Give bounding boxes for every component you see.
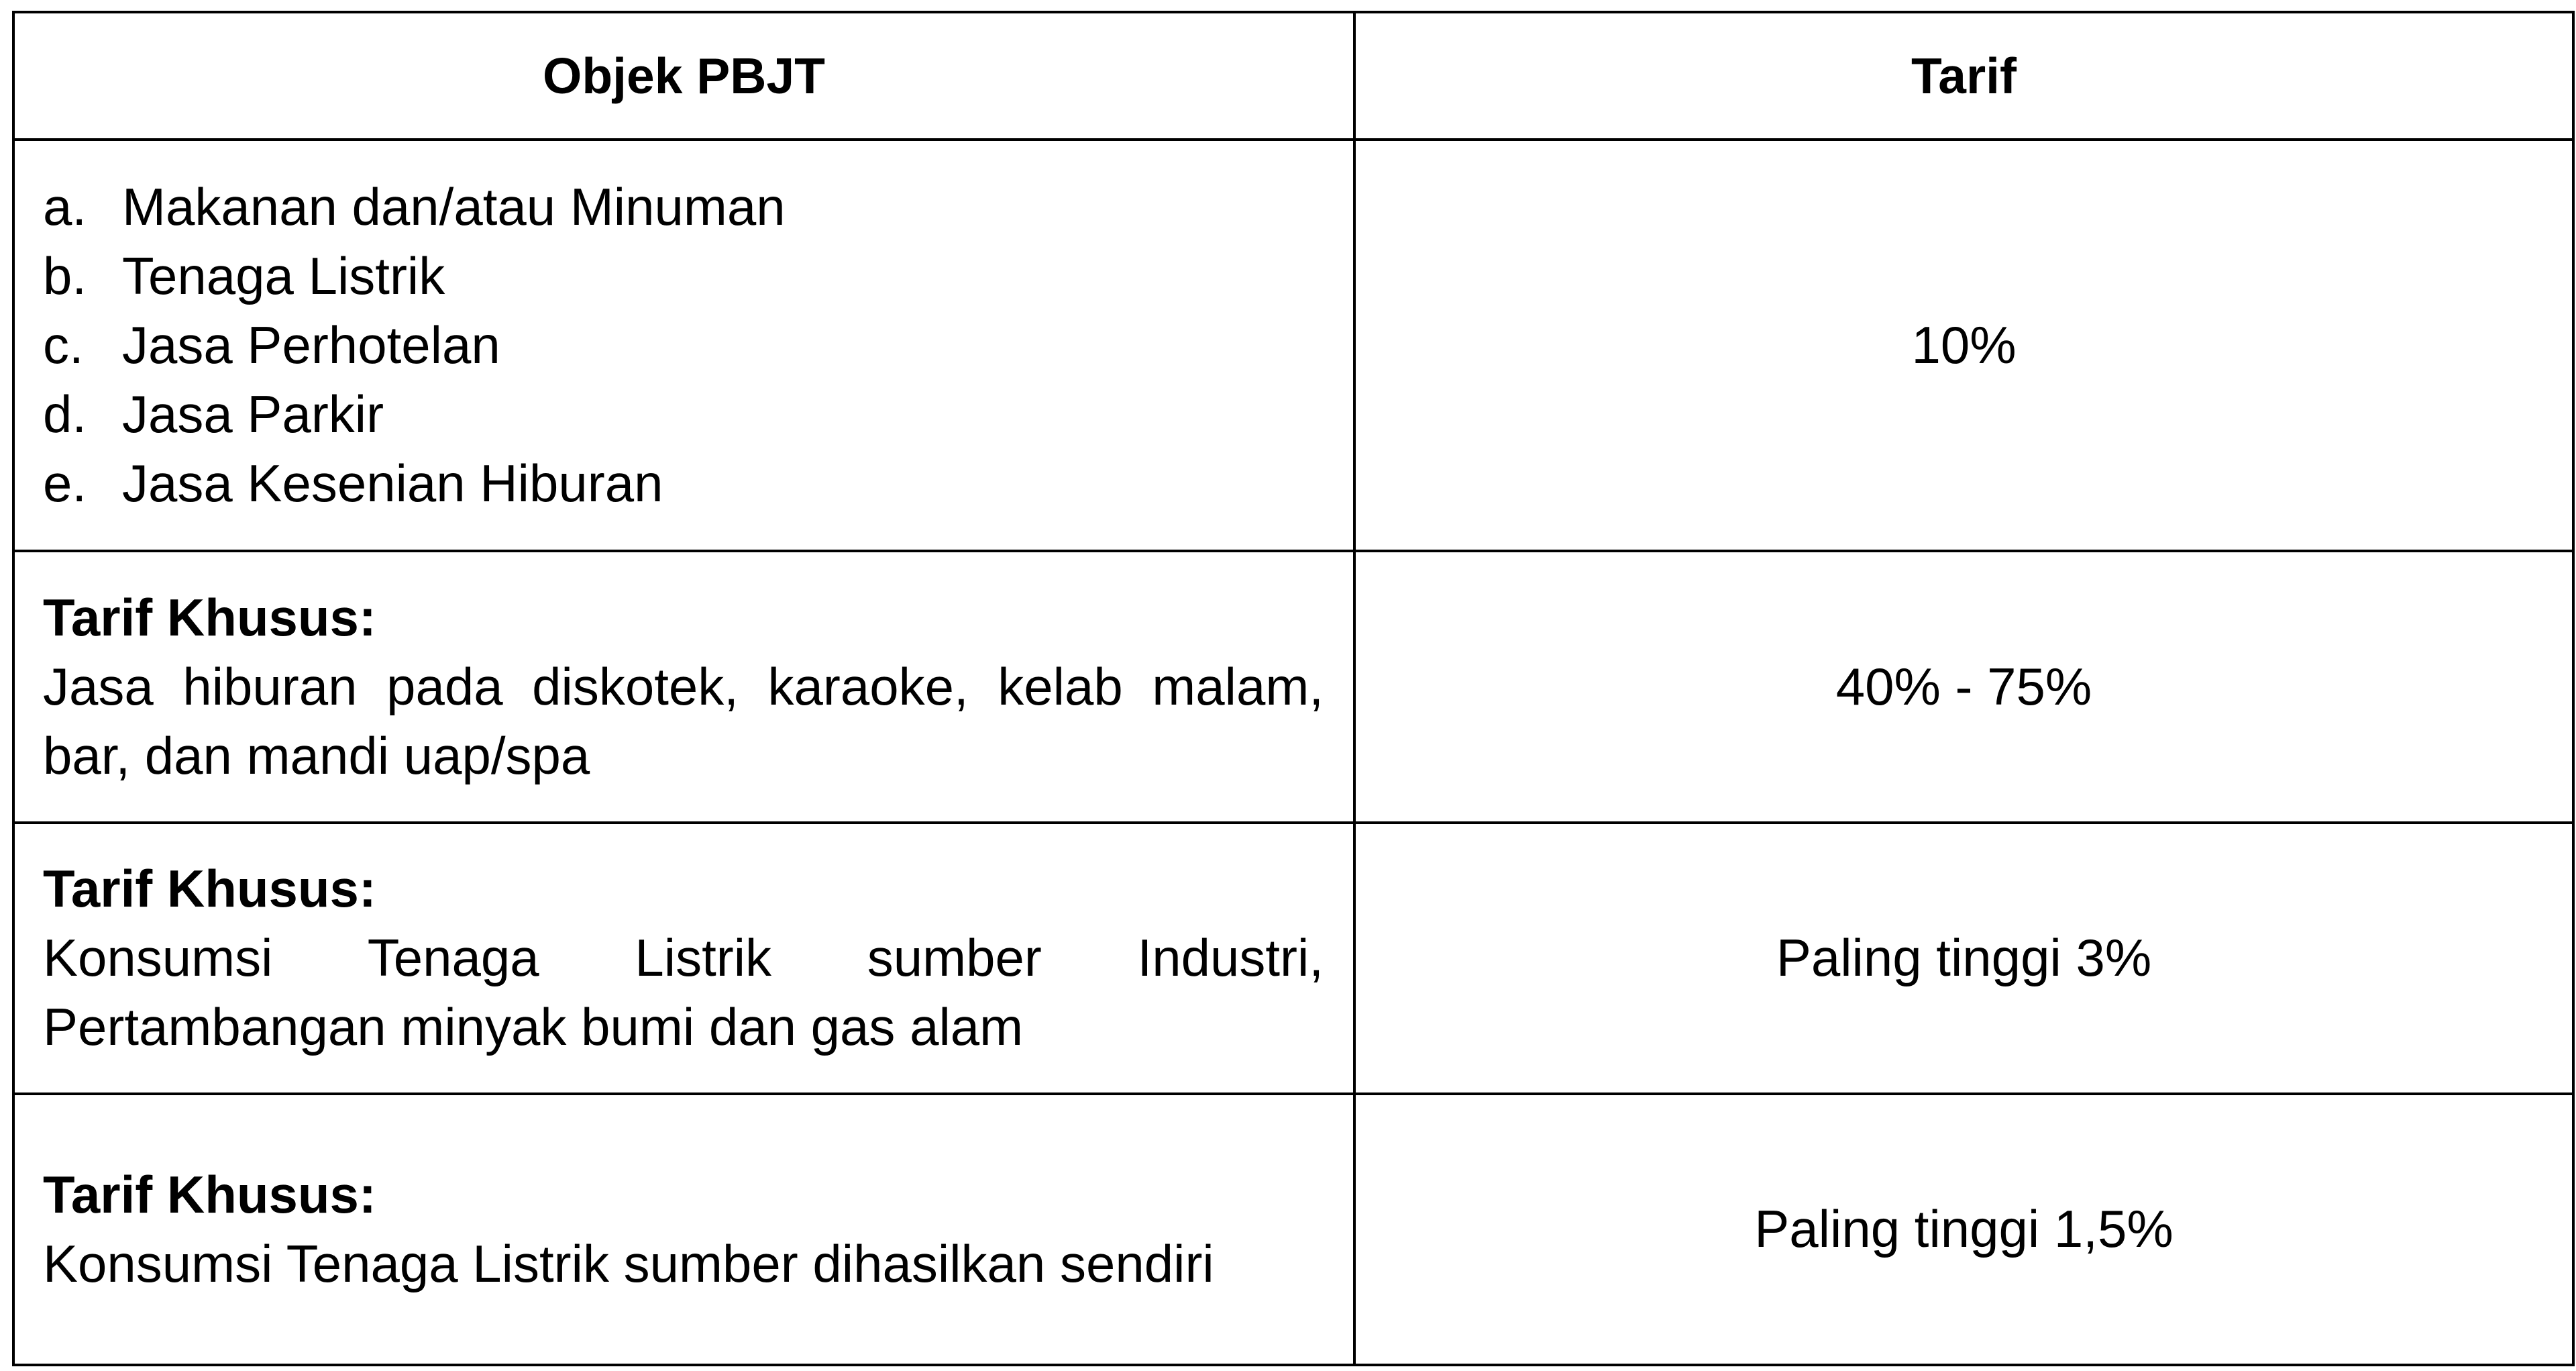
table-row <box>13 551 2573 822</box>
list-item <box>43 311 1324 380</box>
special-tariff-label: Tarif Khusus: <box>43 587 376 647</box>
list-item-label: Jasa Parkir <box>122 385 384 444</box>
tarif-cell: Paling tinggi 3% <box>1354 823 2573 1094</box>
tarif-cell: 10% <box>1354 140 2573 551</box>
list-item <box>43 172 1324 242</box>
special-tariff-description: Konsumsi Tenaga Listrik sumber dihasilkan sendiri <box>43 1233 1214 1293</box>
pbjt-tariff-table <box>12 11 2575 1366</box>
header-objek-pbjt: Objek PBJT <box>13 12 1354 140</box>
list-item <box>43 242 1324 311</box>
table-row <box>13 140 2573 551</box>
header-tarif: Tarif <box>1354 12 2573 140</box>
table-row <box>13 823 2573 1094</box>
object-cell <box>13 823 1354 1094</box>
list-marker: a. <box>43 177 87 237</box>
table-row <box>13 1094 2573 1365</box>
list-marker: e. <box>43 454 87 513</box>
list-item-label: Jasa Perhotelan <box>122 315 500 375</box>
tarif-cell: Paling tinggi 1,5% <box>1354 1094 2573 1365</box>
list-item-label: Makanan dan/atau Minuman <box>122 177 786 237</box>
special-tariff-label: Tarif Khusus: <box>43 1164 376 1224</box>
object-cell <box>13 551 1354 822</box>
table-header-row <box>13 12 2573 140</box>
list-item <box>43 380 1324 449</box>
list-item-label: Jasa Kesenian Hiburan <box>122 454 663 513</box>
list-marker: c. <box>43 315 84 375</box>
special-tariff-label: Tarif Khusus: <box>43 859 376 919</box>
special-tariff-description: Jasa hiburan pada diskotek, karaoke, kelab malam, bar, dan mandi uap/spa <box>43 656 1324 785</box>
list-item <box>43 449 1324 518</box>
list-item-label: Tenaga Listrik <box>122 246 445 306</box>
list-marker: d. <box>43 385 87 444</box>
list-marker: b. <box>43 246 87 306</box>
object-cell <box>13 140 1354 551</box>
tarif-cell: 40% - 75% <box>1354 551 2573 822</box>
object-list <box>43 172 1324 518</box>
special-tariff-description: Konsumsi Tenaga Listrik sumber Industri, Pertambangan minyak bumi dan gas alam <box>43 928 1324 1057</box>
object-cell <box>13 1094 1354 1365</box>
